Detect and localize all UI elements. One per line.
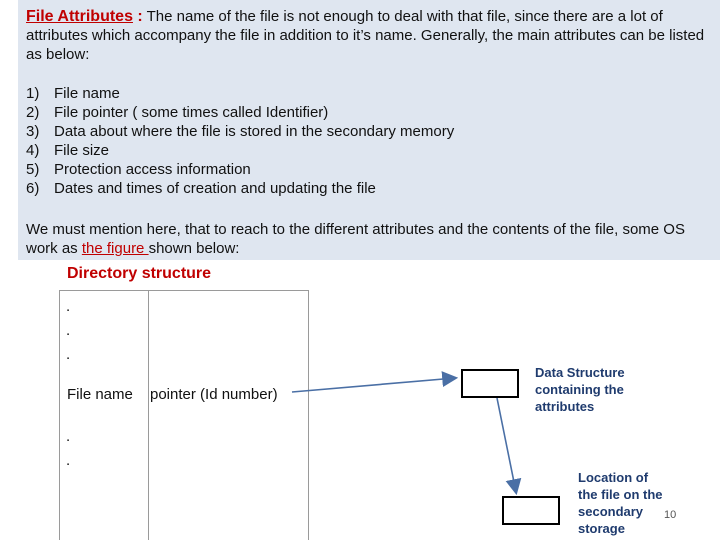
label-line: attributes (535, 399, 595, 414)
list-text: File size (54, 142, 110, 159)
list-number: 2) (26, 104, 40, 121)
list-text: Protection access information (54, 161, 251, 178)
intro-text: The name of the file is not enough to deal with that file, since there are a lot of attributes which accompany the file in addition to it’s name. Generally, the main attributes can be listed as below: (26, 8, 705, 63)
heading-colon: : (132, 8, 143, 25)
entry-pointer: pointer (Id number) (150, 386, 278, 403)
list-number: 6) (26, 180, 40, 197)
label-line: containing the (535, 382, 624, 397)
section-heading: File Attributes (26, 8, 133, 25)
note-text: We must mention here, that to reach to the different attributes and the contents of the file, some OS work as (26, 221, 685, 257)
list-number: 5) (26, 161, 40, 178)
storage-location-box (502, 496, 560, 525)
list-number: 3) (26, 123, 40, 140)
entry-file-name: File name (67, 386, 133, 403)
figure-link[interactable]: the figure (81, 240, 149, 257)
list-text: File name (54, 85, 120, 102)
page-number: 10 (664, 509, 677, 521)
ellipsis-dot: . (66, 346, 71, 363)
data-structure-box (461, 369, 519, 398)
ellipsis-dot: . (66, 322, 71, 339)
label-line: storage (578, 521, 625, 536)
label-line: secondary (578, 504, 644, 519)
directory-title: Directory structure (67, 265, 212, 282)
list-number: 4) (26, 142, 40, 159)
location-arrow (497, 398, 516, 492)
ellipsis-dot: . (66, 428, 71, 445)
note-text-end: shown below: (148, 240, 240, 257)
list-text: Dates and times of creation and updating the file (54, 180, 376, 197)
label-line: the file on the (578, 487, 663, 502)
list-text: Data about where the file is stored in the secondary memory (54, 123, 455, 140)
pointer-arrow (292, 378, 455, 392)
location-label (578, 469, 663, 537)
list-number: 1) (26, 85, 40, 102)
list-text: File pointer ( some times called Identifier) (54, 104, 329, 121)
label-line: Data Structure (535, 365, 625, 380)
data-structure-label (535, 364, 625, 415)
label-line: Location of (578, 470, 649, 485)
ellipsis-dot: . (66, 298, 71, 315)
ellipsis-dot: . (66, 452, 71, 469)
